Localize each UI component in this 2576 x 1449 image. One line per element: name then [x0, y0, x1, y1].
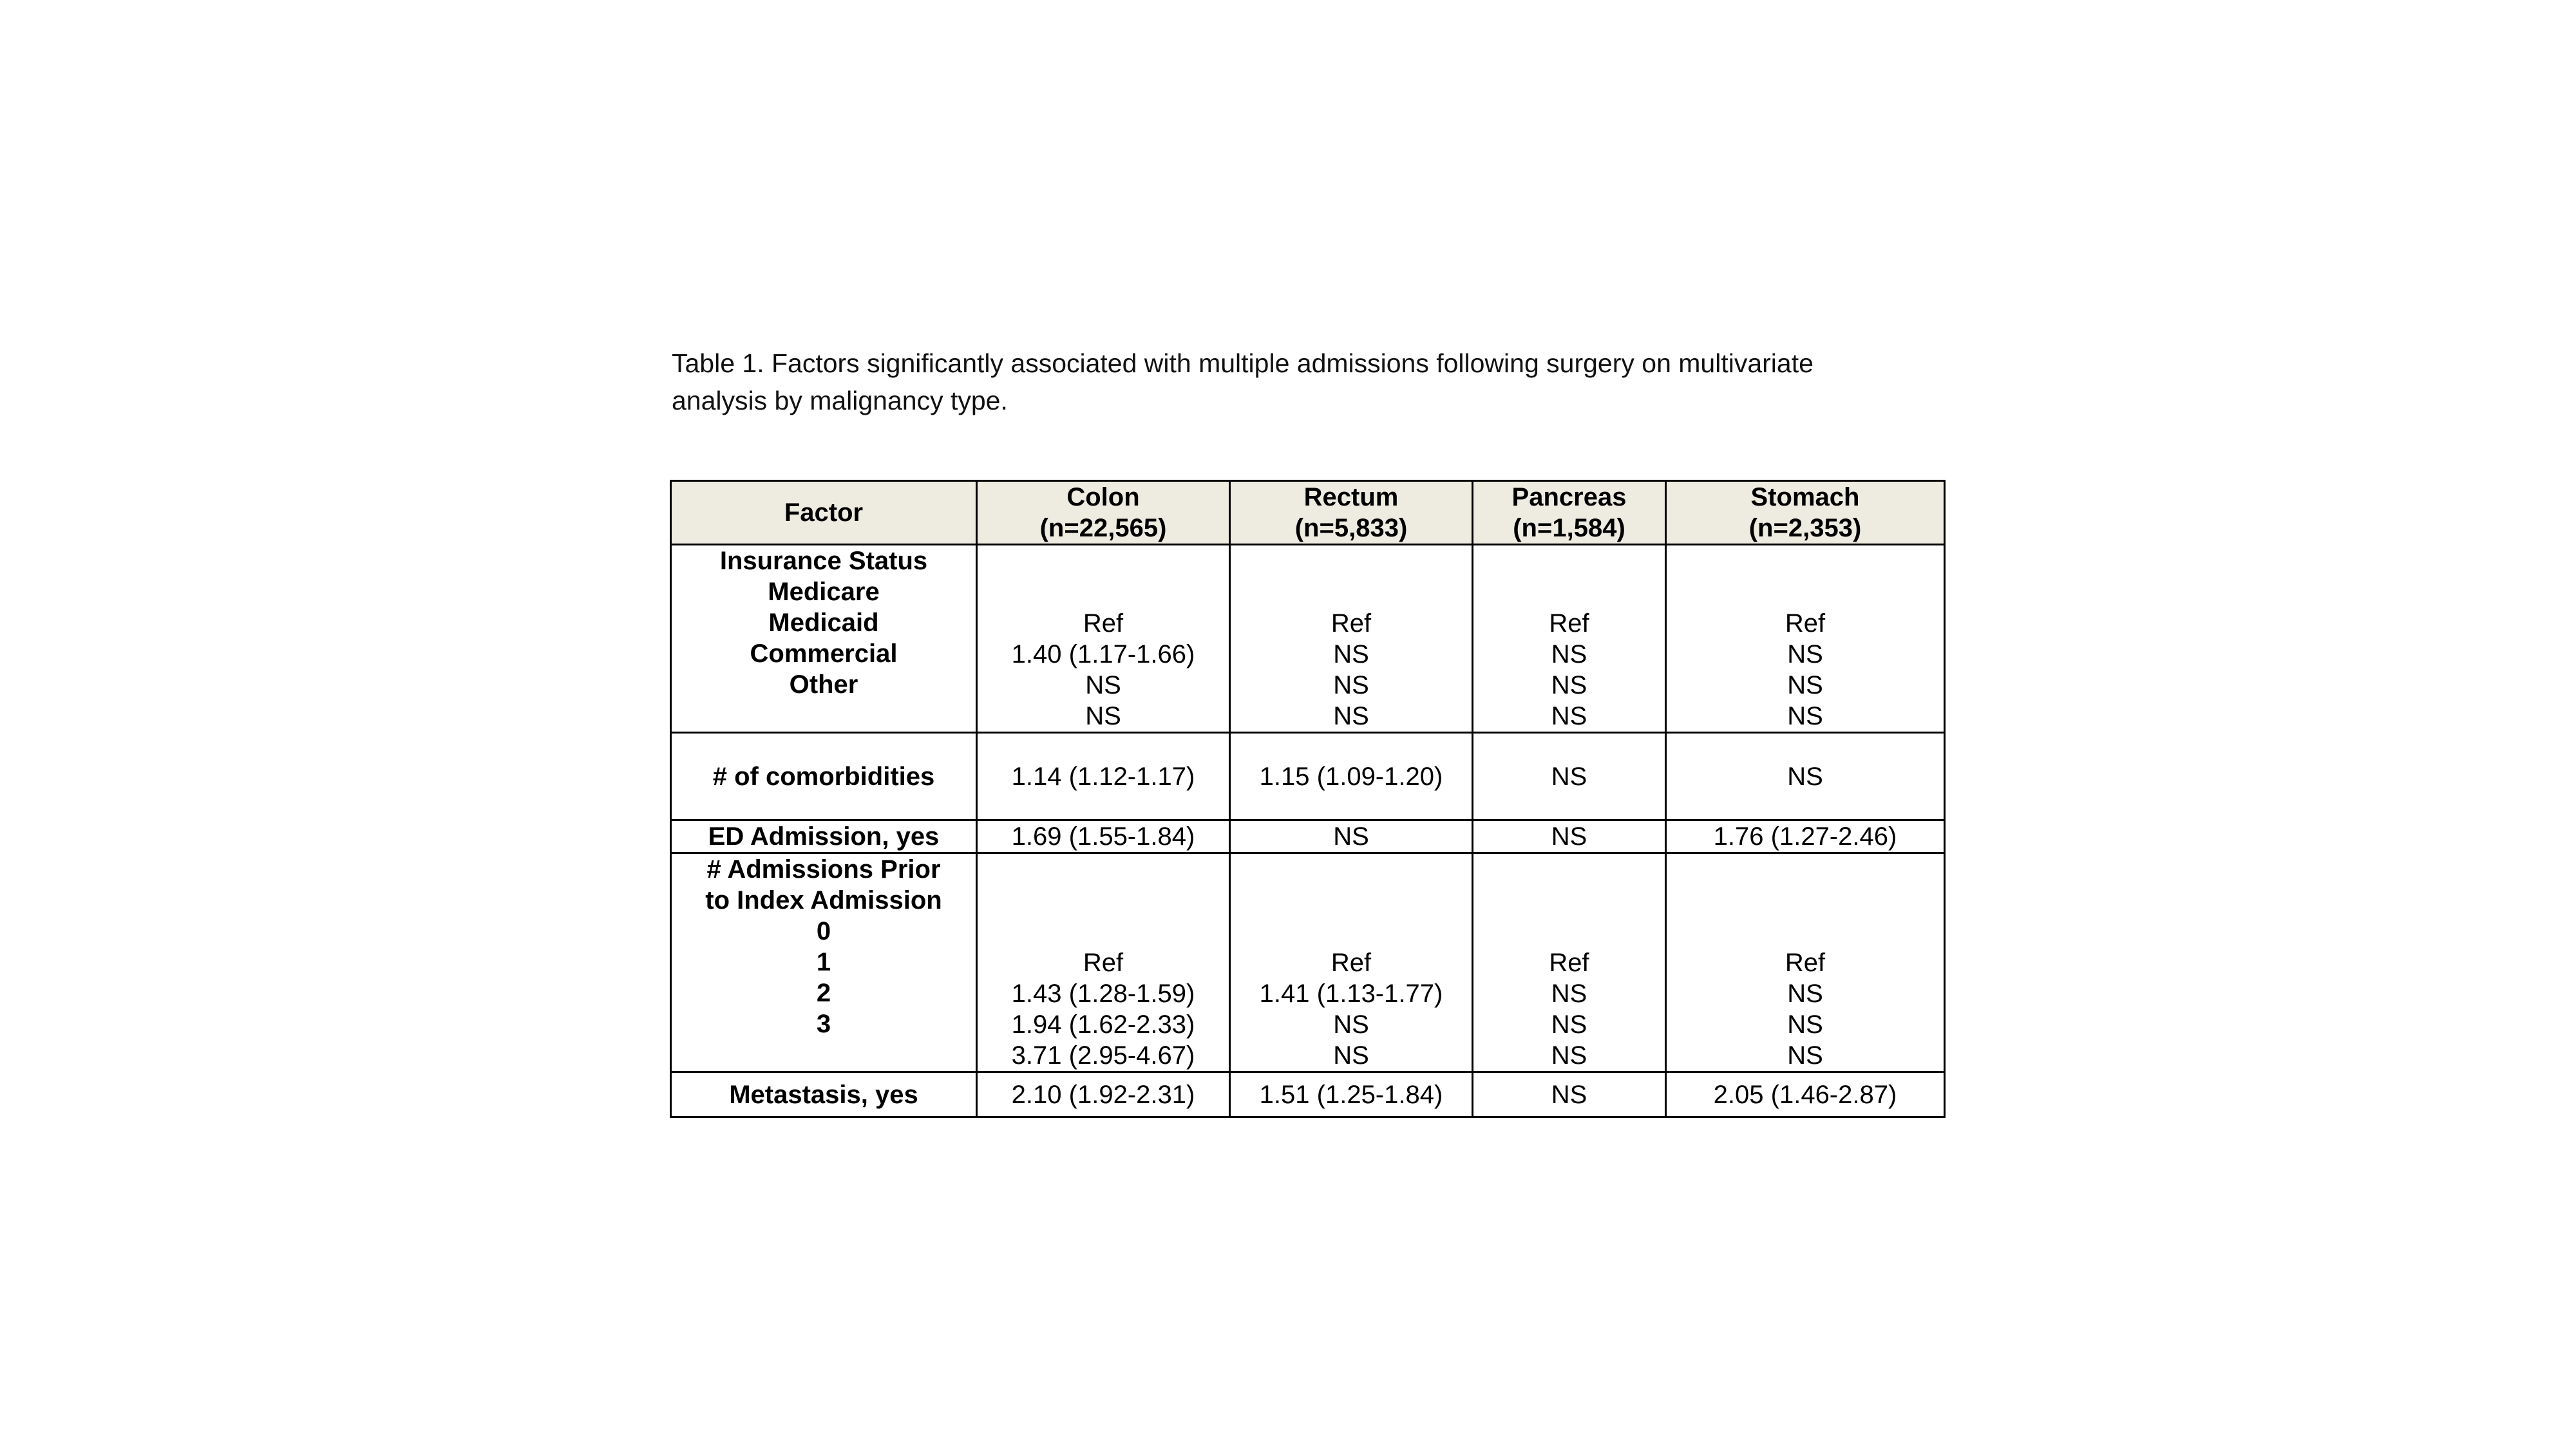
- value: Ref: [1785, 949, 1826, 977]
- table-row-prior-admissions: [671, 853, 1945, 1072]
- header-colon: [977, 481, 1230, 545]
- rectum-cell: [1230, 853, 1473, 1072]
- pancreas-cell: [1473, 853, 1666, 1072]
- header-rectum: [1230, 481, 1473, 545]
- colon-cell: 1.69 (1.55-1.84): [977, 820, 1230, 853]
- table-row-comorbidities: [671, 733, 1945, 820]
- rectum-cell: 1.51 (1.25-1.84): [1230, 1072, 1473, 1117]
- value: NS: [1551, 640, 1587, 668]
- factor-cell-metastasis: Metastasis, yes: [671, 1072, 977, 1117]
- value: NS: [1787, 1010, 1823, 1039]
- header-stomach-n: (n=2,353): [1748, 514, 1862, 542]
- value: 1.94 (1.62-2.33): [1011, 1010, 1195, 1039]
- table-row-metastasis: [671, 1072, 1945, 1117]
- header-stomach: [1666, 481, 1945, 545]
- value: 1.41 (1.13-1.77): [1259, 980, 1443, 1008]
- factor-line: Medicare: [768, 578, 880, 606]
- factor-line: Medicaid: [768, 609, 879, 637]
- value: 1.40 (1.17-1.66): [1011, 640, 1195, 668]
- stomach-cell: 2.05 (1.46-2.87): [1666, 1072, 1945, 1117]
- value: Ref: [1083, 949, 1124, 977]
- value: NS: [1333, 1041, 1369, 1070]
- value: NS: [1333, 671, 1369, 699]
- factor-line: Insurance Status: [719, 547, 928, 575]
- caption-line-1: Table 1. Factors significantly associated with multiple admissions following surgery on multivariate: [672, 348, 1814, 378]
- value: Ref: [1549, 609, 1589, 638]
- value: NS: [1551, 1010, 1587, 1039]
- factor-cell-comorbidities: # of comorbidities: [671, 733, 977, 820]
- value: NS: [1551, 702, 1587, 730]
- value: Ref: [1331, 609, 1372, 638]
- value: NS: [1787, 702, 1823, 730]
- value: NS: [1333, 1010, 1369, 1039]
- value: NS: [1085, 702, 1121, 730]
- factor-line: Other: [789, 670, 858, 699]
- colon-cell: 1.14 (1.12-1.17): [977, 733, 1230, 820]
- value: Ref: [1083, 609, 1124, 638]
- table-caption: [672, 345, 1934, 419]
- table-header-row: [671, 481, 1945, 545]
- caption-line-2: analysis by malignancy type.: [672, 386, 1008, 415]
- pancreas-cell: NS: [1473, 733, 1666, 820]
- header-pancreas-n: (n=1,584): [1513, 514, 1625, 542]
- factor-cell-prior-admissions: [671, 853, 977, 1072]
- pancreas-cell: NS: [1473, 820, 1666, 853]
- header-stomach-label: Stomach: [1750, 483, 1860, 511]
- colon-cell: 2.10 (1.92-2.31): [977, 1072, 1230, 1117]
- factor-cell-insurance: [671, 545, 977, 733]
- value: NS: [1333, 702, 1369, 730]
- factor-line: 3: [816, 1010, 831, 1038]
- header-rectum-n: (n=5,833): [1294, 514, 1408, 542]
- rectum-cell: [1230, 545, 1473, 733]
- rectum-cell: 1.15 (1.09-1.20): [1230, 733, 1473, 820]
- factor-line: 2: [816, 979, 831, 1007]
- stomach-cell: [1666, 545, 1945, 733]
- header-pancreas: [1473, 481, 1666, 545]
- header-factor: [671, 481, 977, 545]
- value: NS: [1551, 1041, 1587, 1070]
- table-row-insurance-status: [671, 545, 1945, 733]
- value: Ref: [1331, 949, 1372, 977]
- value: NS: [1085, 671, 1121, 699]
- value: NS: [1787, 671, 1823, 699]
- header-colon-n: (n=22,565): [1039, 514, 1167, 542]
- header-factor-label: Factor: [784, 498, 864, 527]
- value: NS: [1333, 640, 1369, 668]
- value: NS: [1787, 1041, 1823, 1070]
- pancreas-cell: NS: [1473, 1072, 1666, 1117]
- colon-cell: [977, 545, 1230, 733]
- header-pancreas-label: Pancreas: [1511, 483, 1627, 511]
- factor-line: 1: [816, 948, 831, 976]
- table-row-ed-admission: [671, 820, 1945, 853]
- value: NS: [1787, 640, 1823, 668]
- factor-line: 0: [816, 917, 831, 945]
- value: Ref: [1549, 949, 1589, 977]
- factor-line: # Admissions Prior: [706, 855, 941, 884]
- header-colon-label: Colon: [1066, 483, 1140, 511]
- stomach-cell: [1666, 853, 1945, 1072]
- colon-cell: [977, 853, 1230, 1072]
- results-table: [670, 480, 1946, 1118]
- header-rectum-label: Rectum: [1303, 483, 1399, 511]
- value: 3.71 (2.95-4.67): [1011, 1041, 1195, 1070]
- value: NS: [1551, 980, 1587, 1008]
- value: 1.43 (1.28-1.59): [1011, 980, 1195, 1008]
- value: NS: [1787, 980, 1823, 1008]
- stomach-cell: NS: [1666, 733, 1945, 820]
- factor-line: to Index Admission: [705, 886, 942, 914]
- rectum-cell: NS: [1230, 820, 1473, 853]
- value: NS: [1551, 671, 1587, 699]
- pancreas-cell: [1473, 545, 1666, 733]
- factor-line: Commercial: [750, 639, 898, 668]
- value: Ref: [1785, 609, 1826, 638]
- factor-cell-ed-admission: ED Admission, yes: [671, 820, 977, 853]
- stomach-cell: 1.76 (1.27-2.46): [1666, 820, 1945, 853]
